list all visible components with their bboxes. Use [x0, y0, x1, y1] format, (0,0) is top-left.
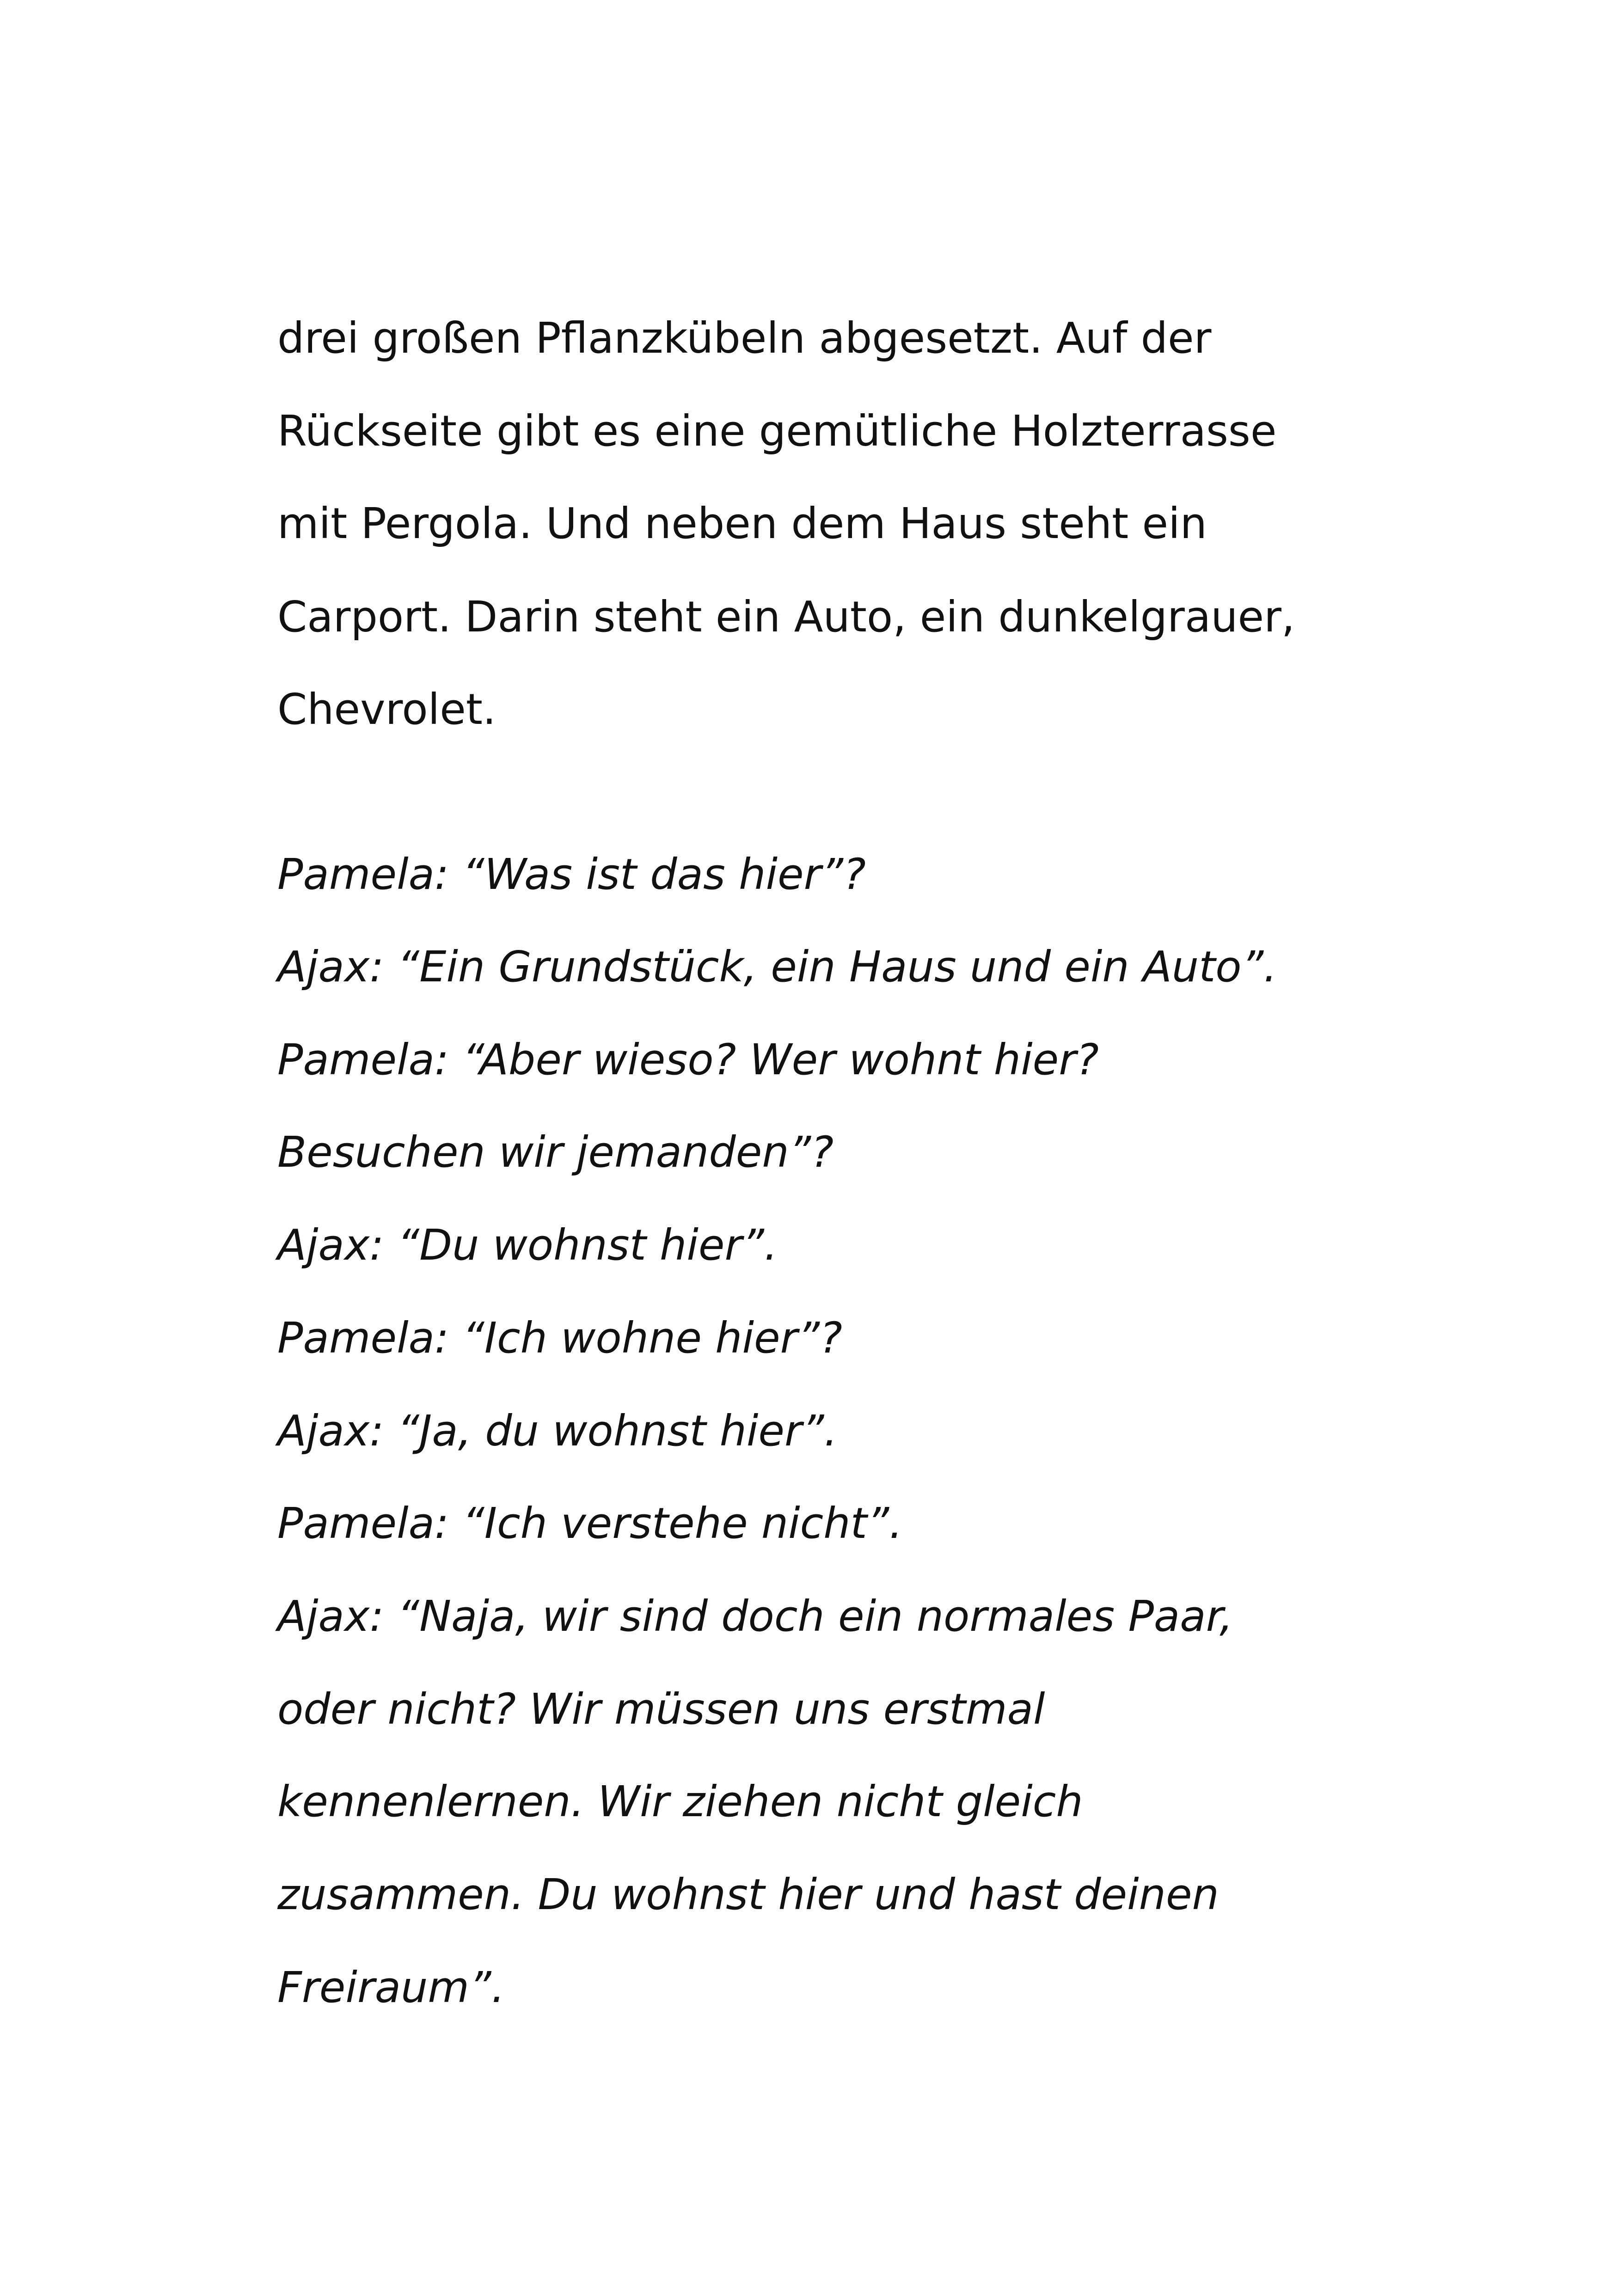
- dialogue-line: zusammen. Du wohnst hier und hast deinen: [277, 1870, 1219, 1919]
- dialogue-line: Pamela: “Ich verstehe nicht”.: [277, 1499, 903, 1548]
- dialogue-line: Ajax: “Ein Grundstück, ein Haus und ein Auto”.: [277, 942, 1277, 992]
- narrative-line: Rückseite gibt es eine gemütliche Holzterrasse: [277, 406, 1277, 456]
- dialogue-line: Ajax: “Ja, du wohnst hier”.: [277, 1406, 838, 1456]
- dialogue-line: Ajax: “Naja, wir sind doch ein normales Paar,: [277, 1592, 1233, 1641]
- narrative-line: Carport. Darin steht ein Auto, ein dunkelgrauer,: [277, 592, 1295, 642]
- dialogue-line: Freiraum”.: [277, 1963, 505, 2012]
- dialogue-line: kennenlernen. Wir ziehen nicht gleich: [277, 1777, 1083, 1826]
- dialogue-line: Besuchen wir jemanden”?: [277, 1127, 834, 1177]
- narrative-line: Chevrolet.: [277, 685, 496, 734]
- narrative-line: mit Pergola. Und neben dem Haus steht ein: [277, 499, 1207, 548]
- dialogue-line: oder nicht? Wir müssen uns erstmal: [277, 1684, 1045, 1734]
- dialogue-line: Pamela: “Ich wohne hier”?: [277, 1313, 842, 1363]
- narrative-line: drei großen Pflanzkübeln abgesetzt. Auf der: [277, 313, 1212, 363]
- dialogue-line: Pamela: “Was ist das hier”?: [277, 850, 866, 899]
- dialogue-line: Ajax: “Du wohnst hier”.: [277, 1220, 778, 1270]
- dialogue-line: Pamela: “Aber wieso? Wer wohnt hier?: [277, 1035, 1099, 1084]
